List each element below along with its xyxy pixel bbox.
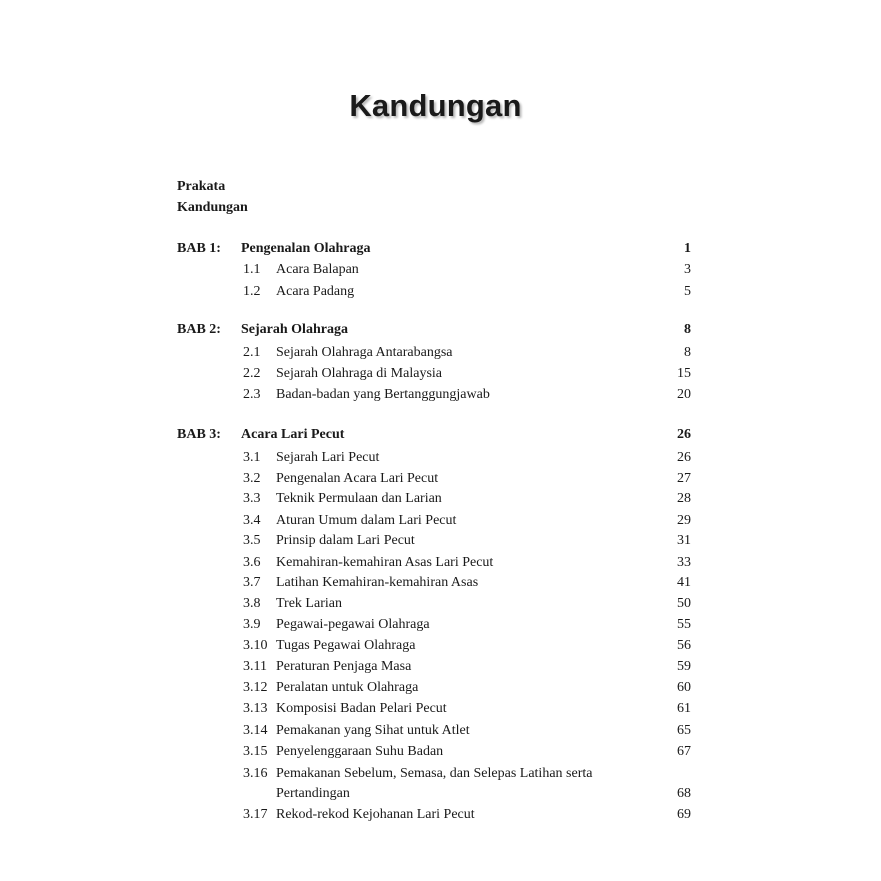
section-number: 2.1 xyxy=(243,345,261,360)
section-number: 2.2 xyxy=(243,366,261,381)
section-title: Peraturan Penjaga Masa xyxy=(276,659,412,674)
section-page: 60 xyxy=(677,680,691,695)
section-page: 56 xyxy=(677,638,691,653)
section-title: Sejarah Lari Pecut xyxy=(276,450,380,465)
section-number: 2.3 xyxy=(243,387,261,402)
chapter-label: BAB 2: xyxy=(177,322,221,337)
section-page: 29 xyxy=(677,513,691,528)
section-number: 3.16 xyxy=(243,766,268,781)
section-page: 15 xyxy=(677,366,691,381)
section-page: 28 xyxy=(677,491,691,506)
section-title: Komposisi Badan Pelari Pecut xyxy=(276,701,447,716)
section-title: Pengenalan Acara Lari Pecut xyxy=(276,471,439,486)
section-title: Badan-badan yang Bertanggungjawab xyxy=(276,387,490,402)
chapter-title: Pengenalan Olahraga xyxy=(241,241,371,256)
chapter-page: 26 xyxy=(677,427,691,442)
section-page: 33 xyxy=(677,555,691,570)
section-title: Prinsip dalam Lari Pecut xyxy=(276,533,415,548)
section-number: 3.15 xyxy=(243,744,268,759)
page-title: Kandungan xyxy=(349,88,522,123)
section-title: Sejarah Olahraga Antarabangsa xyxy=(276,345,453,360)
section-page: 31 xyxy=(677,533,691,548)
section-number: 3.12 xyxy=(243,680,268,695)
section-title: Penyelenggaraan Suhu Badan xyxy=(276,744,444,759)
section-number: 3.9 xyxy=(243,617,261,632)
section-number: 3.1 xyxy=(243,450,261,465)
section-number: 3.2 xyxy=(243,471,261,486)
chapter-page: 8 xyxy=(684,322,691,337)
section-page: 41 xyxy=(677,575,691,590)
section-number: 3.17 xyxy=(243,807,268,822)
section-title: Tugas Pegawai Olahraga xyxy=(276,638,416,653)
chapter-title: Sejarah Olahraga xyxy=(241,322,348,337)
section-number: 3.4 xyxy=(243,513,261,528)
chapter-page: 1 xyxy=(684,241,691,256)
section-number: 3.13 xyxy=(243,701,268,716)
section-page: 67 xyxy=(677,744,691,759)
section-page: 68 xyxy=(677,786,691,801)
section-number: 3.11 xyxy=(243,659,267,674)
section-page: 20 xyxy=(677,387,691,402)
section-title: Latihan Kemahiran-kemahiran Asas xyxy=(276,575,479,590)
section-number: 3.5 xyxy=(243,533,261,548)
section-title: Kemahiran-kemahiran Asas Lari Pecut xyxy=(276,555,494,570)
section-page: 59 xyxy=(677,659,691,674)
section-number: 3.14 xyxy=(243,723,268,738)
section-title: Acara Padang xyxy=(276,284,355,299)
front-matter-prakata: Prakata xyxy=(177,179,226,194)
section-page: 55 xyxy=(677,617,691,632)
section-page: 3 xyxy=(684,262,691,277)
section-page: 50 xyxy=(677,596,691,611)
section-number: 3.8 xyxy=(243,596,261,611)
front-matter-kandungan: Kandungan xyxy=(177,200,248,215)
chapter-label: BAB 3: xyxy=(177,427,221,442)
section-title: Pemakanan Sebelum, Semasa, dan Selepas Latihan serta xyxy=(276,766,593,781)
section-number: 3.10 xyxy=(243,638,268,653)
section-page: 65 xyxy=(677,723,691,738)
section-title: Trek Larian xyxy=(276,596,342,611)
section-title: Teknik Permulaan dan Larian xyxy=(276,491,442,506)
section-number: 3.6 xyxy=(243,555,261,570)
section-page: 69 xyxy=(677,807,691,822)
section-title: Peralatan untuk Olahraga xyxy=(276,680,419,695)
section-number: 1.2 xyxy=(243,284,261,299)
section-number: 1.1 xyxy=(243,262,261,277)
section-title: Rekod-rekod Kejohanan Lari Pecut xyxy=(276,807,475,822)
section-title: Sejarah Olahraga di Malaysia xyxy=(276,366,442,381)
chapter-title: Acara Lari Pecut xyxy=(241,427,345,442)
section-number: 3.7 xyxy=(243,575,261,590)
section-title-continued: Pertandingan xyxy=(276,786,350,801)
section-title: Pegawai-pegawai Olahraga xyxy=(276,617,430,632)
section-page: 27 xyxy=(677,471,691,486)
chapter-label: BAB 1: xyxy=(177,241,221,256)
section-number: 3.3 xyxy=(243,491,261,506)
section-title: Acara Balapan xyxy=(276,262,359,277)
section-page: 61 xyxy=(677,701,691,716)
section-title: Aturan Umum dalam Lari Pecut xyxy=(276,513,457,528)
section-page: 5 xyxy=(684,284,691,299)
section-title: Pemakanan yang Sihat untuk Atlet xyxy=(276,723,470,738)
section-page: 26 xyxy=(677,450,691,465)
section-page: 8 xyxy=(684,345,691,360)
